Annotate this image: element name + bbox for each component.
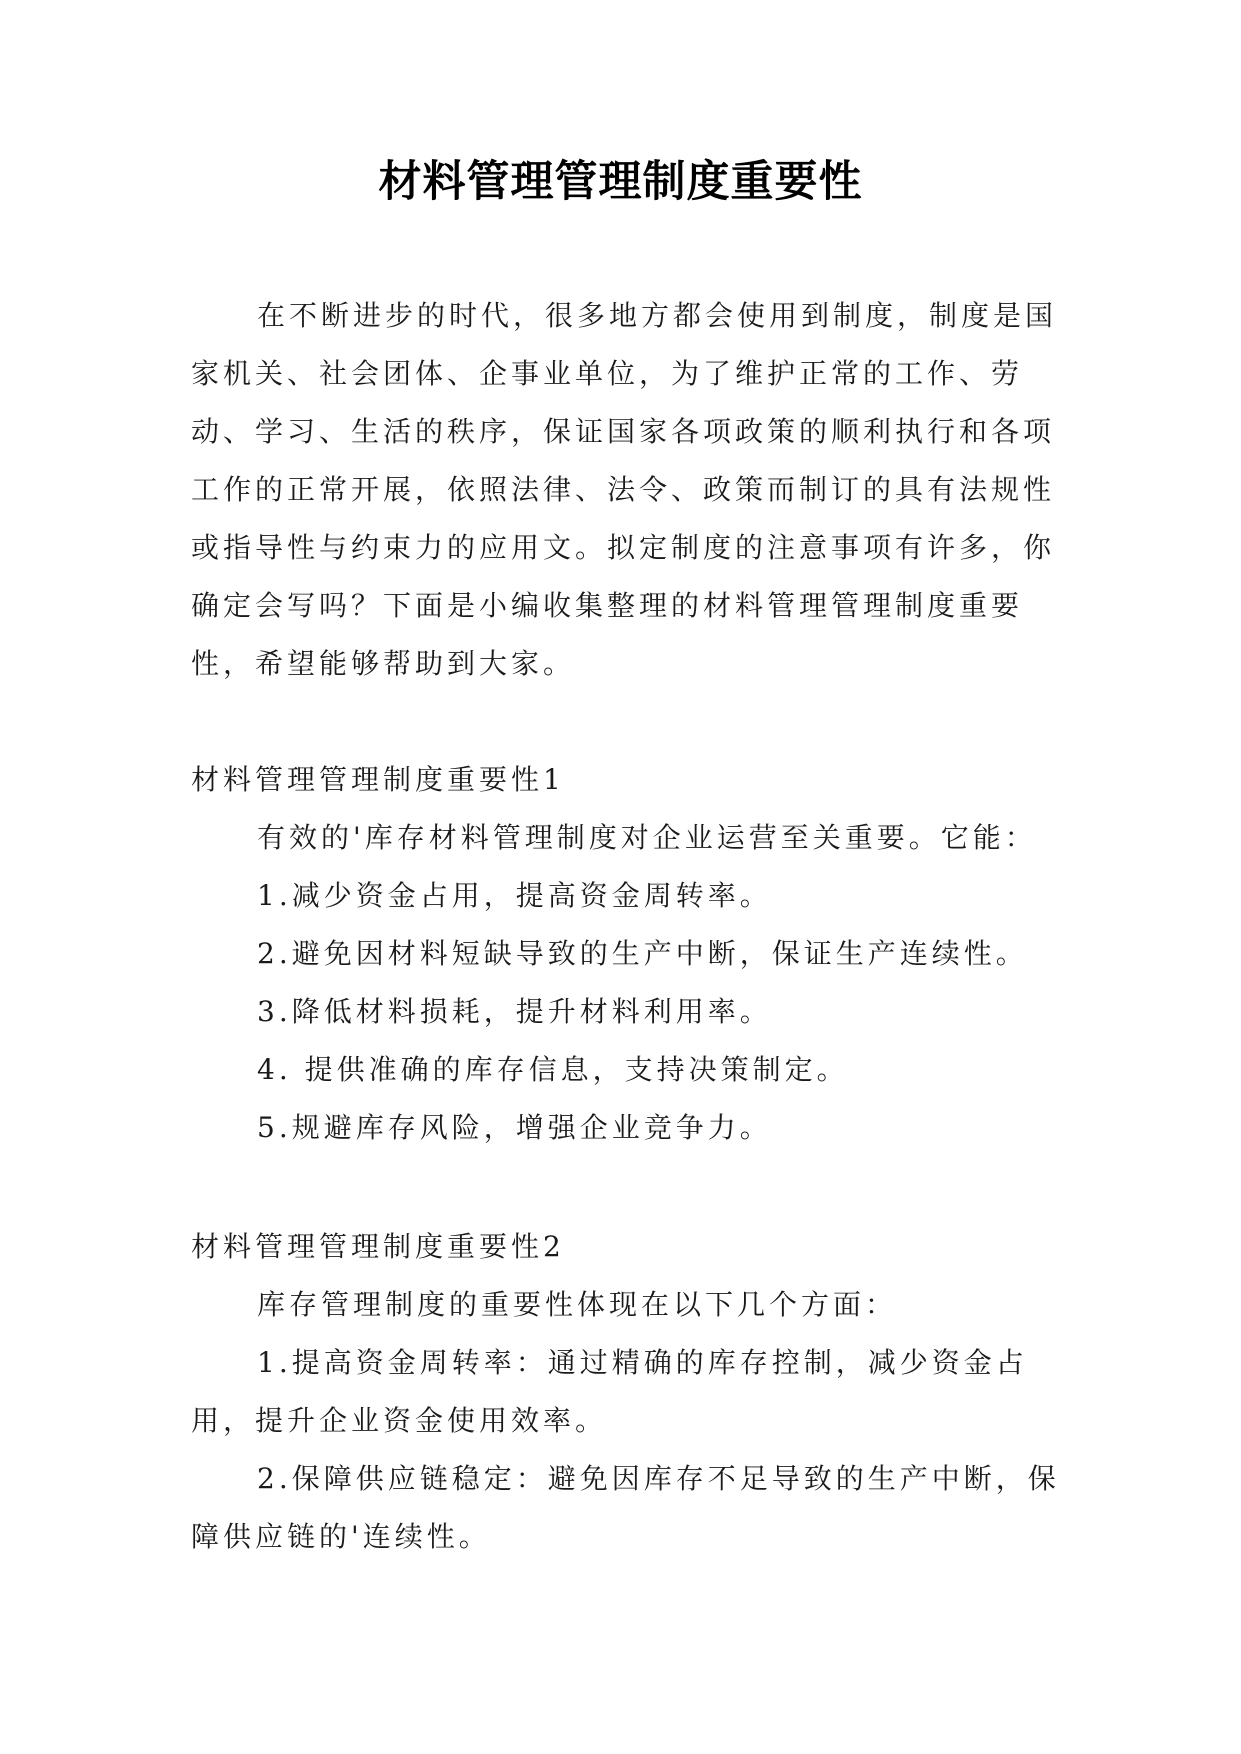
section-2-paragraph-2: 2.保障供应链稳定：避免因库存不足导致的生产中断，保障供应链的'连续性。 [191,1462,1060,1553]
section-2-lead: 库存管理制度的重要性体现在以下几个方面： [257,1288,898,1321]
section-1-heading: 材料管理管理制度重要性1 [191,763,565,796]
section-2-heading: 材料管理管理制度重要性2 [191,1230,565,1263]
section-2 [191,1218,1091,1566]
section-1-item-1: 1.减少资金占用，提高资金周转率。 [257,879,772,912]
section-2-paragraph-1: 1.提高资金周转率：通过精确的库存控制，减少资金占用，提升企业资金使用效率。 [191,1346,1028,1437]
section-1-item-4: 4. 提供准确的库存信息，支持决策制定。 [257,1053,849,1086]
section-1-item-2: 2.避免因材料短缺导致的生产中断，保证生产连续性。 [257,937,1028,970]
document-title: 材料管理管理制度重要性 [378,157,863,207]
section-1-item-3: 3.降低材料损耗，提升材料利用率。 [257,995,772,1028]
intro-paragraph: 在不断进步的时代，很多地方都会使用到制度，制度是国家机关、社会团体、企事业单位，为了维护正常的工作、劳动、学习、生活的秩序，保证国家各项政策的顺利执行和各项工作的正常开展，依照法律、法令、政策而制订的具有法规性或指导性与约束力的应用文。拟定制度的注意事项有许多，你确定会写吗？下面是小编收集整理的材料管理管理制度重要性，希望能够帮助到大家。 [191,299,1058,680]
section-1-item-5: 5.规避库存风险，增强企业竞争力。 [257,1111,772,1144]
section-1 [191,751,1091,1157]
section-1-lead: 有效的'库存材料管理制度对企业运营至关重要。它能： [257,821,1037,854]
